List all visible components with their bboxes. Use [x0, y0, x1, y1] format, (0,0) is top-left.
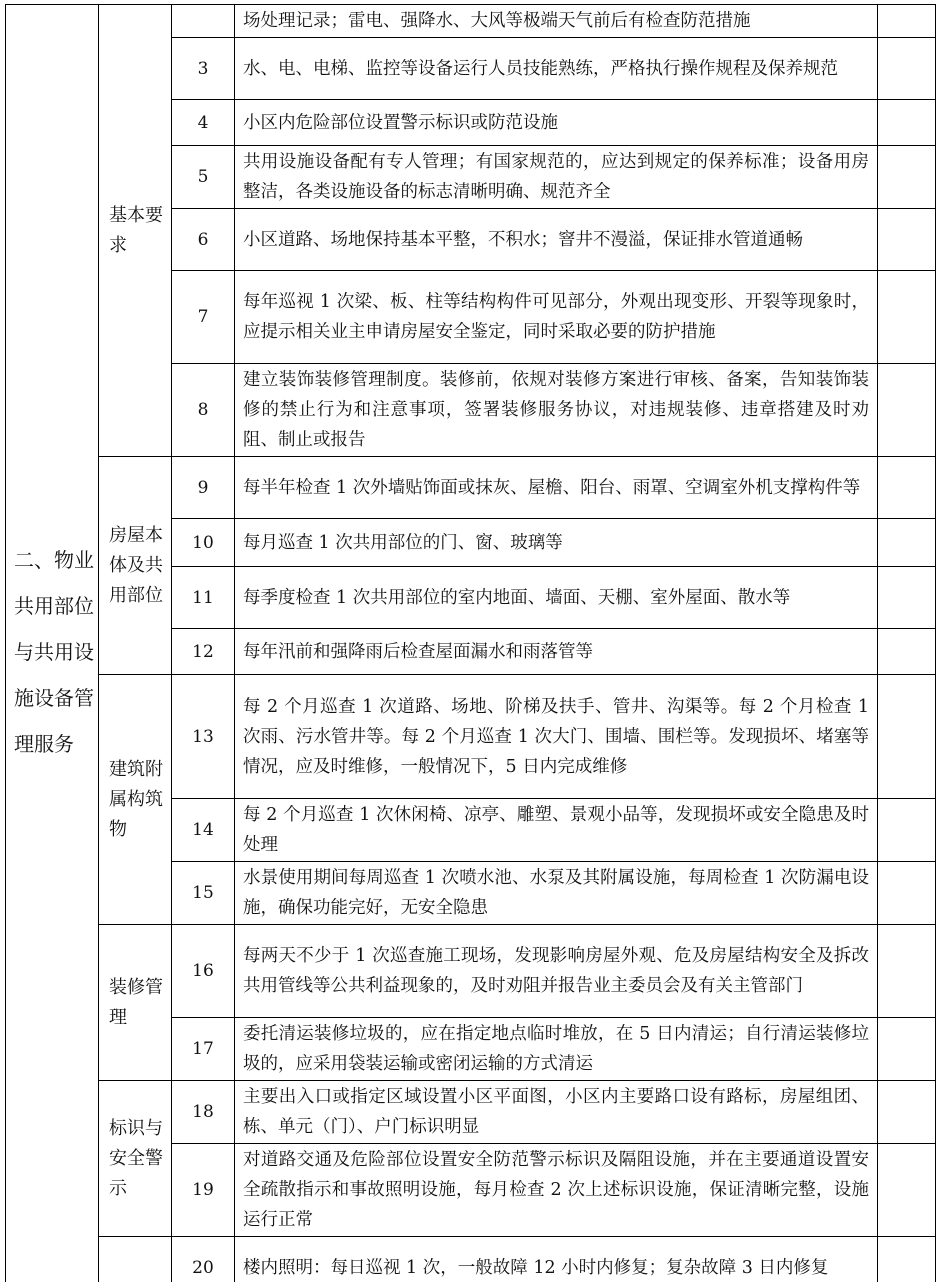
item-text: 水景使用期间每周巡查 1 次喷水池、水泵及其附属设施，每周检查 1 次防漏电设施，确保功能完好，无安全隐患: [235, 862, 878, 925]
item-number: 19: [172, 1144, 235, 1237]
item-number: 16: [172, 925, 235, 1018]
item-text: 场处理记录；雷电、强降水、大风等极端天气前后有检查防范措施: [235, 5, 878, 38]
item-number: 3: [172, 38, 235, 100]
remark-cell: [878, 1081, 936, 1144]
group-basic-requirements: 基本要求: [99, 5, 172, 457]
item-text: 委托清运装修垃圾的，应在指定地点临时堆放，在 5 日内清运；自行清运装修垃圾的，应采用袋装运输或密闭运输的方式清运: [235, 1018, 878, 1081]
item-text: 每年巡视 1 次梁、板、柱等结构构件可见部分，外观出现变形、开裂等现象时，应提示相关业主申请房屋安全鉴定，同时采取必要的防护措施: [235, 271, 878, 364]
remark-cell: [878, 1018, 936, 1081]
item-number: 12: [172, 629, 235, 675]
item-number: [172, 5, 235, 38]
item-number: 9: [172, 457, 235, 519]
group-decoration-management: 装修管理: [99, 925, 172, 1081]
remark-cell: [878, 799, 936, 862]
item-number: 6: [172, 209, 235, 271]
remark-cell: [878, 100, 936, 146]
remark-cell: [878, 209, 936, 271]
item-text: 每 2 个月巡查 1 次道路、场地、阶梯及扶手、管井、沟渠等。每 2 个月检查 1 次雨、污水管井等。每 2 个月巡查 1 次大门、围墙、围栏等。发现损坏、堵塞等情况，应及时维修，一般情况下，5 日内完成维修: [235, 675, 878, 799]
section-title-cell: 二、物业共用部位与共用设施设备管理服务: [6, 5, 99, 1282]
remark-cell: [878, 925, 936, 1018]
item-text: 每 2 个月巡查 1 次休闲椅、凉亭、雕塑、景观小品等，发现损坏或安全隐患及时处理: [235, 799, 878, 862]
item-text: 楼内照明：每日巡视 1 次，一般故障 12 小时内修复；复杂故障 3 日内修复: [235, 1237, 878, 1282]
item-text: 水、电、电梯、监控等设备运行人员技能熟练，严格执行操作规程及保养规范: [235, 38, 878, 100]
remark-cell: [878, 629, 936, 675]
table-row: [6, 925, 936, 1018]
group-signage-safety: 标识与安全警示: [99, 1081, 172, 1237]
remark-cell: [878, 5, 936, 38]
item-text: 对道路交通及危险部位设置安全防范警示标识及隔阻设施，并在主要通道设置安全疏散指示和事故照明设施，每月检查 2 次上述标识设施，保证清晰完整，设施运行正常: [235, 1144, 878, 1237]
remark-cell: [878, 519, 936, 567]
item-text: 每季度检查 1 次共用部位的室内地面、墙面、天棚、室外屋面、散水等: [235, 567, 878, 629]
table-row: [6, 457, 936, 519]
table-row: [6, 675, 936, 799]
item-text: 小区内危险部位设置警示标识或防范设施: [235, 100, 878, 146]
table-row: [6, 1081, 936, 1144]
item-text: 每年汛前和强降雨后检查屋面漏水和雨落管等: [235, 629, 878, 675]
item-number: 20: [172, 1237, 235, 1282]
item-number: 17: [172, 1018, 235, 1081]
item-text: 共用设施设备配有专人管理；有国家规范的，应达到规定的保养标准；设备用房整洁，各类设施设备的标志清晰明确、规范齐全: [235, 146, 878, 209]
remark-cell: [878, 457, 936, 519]
remark-cell: [878, 38, 936, 100]
item-number: 4: [172, 100, 235, 146]
group-building-common-parts: 房屋本体及共用部位: [99, 457, 172, 675]
item-number: 10: [172, 519, 235, 567]
item-number: 8: [172, 364, 235, 457]
table-row: [6, 1237, 936, 1282]
item-text: 每两天不少于 1 次巡查施工现场，发现影响房屋外观、危及房屋结构安全及拆改共用管线等公共利益现象的，及时劝阻并报告业主委员会及有关主管部门: [235, 925, 878, 1018]
item-number: 15: [172, 862, 235, 925]
group-ancillary-structures: 建筑附属构筑物: [99, 675, 172, 925]
item-text: 每半年检查 1 次外墙贴饰面或抹灰、屋檐、阳台、雨罩、空调室外机支撑构件等: [235, 457, 878, 519]
item-number: 13: [172, 675, 235, 799]
remark-cell: [878, 862, 936, 925]
remark-cell: [878, 675, 936, 799]
service-standard-table: [5, 4, 936, 1282]
group-next-empty: [99, 1237, 172, 1282]
item-text: 小区道路、场地保持基本平整，不积水；窨井不漫溢，保证排水管道通畅: [235, 209, 878, 271]
remark-cell: [878, 271, 936, 364]
item-text: 主要出入口或指定区域设置小区平面图，小区内主要路口设有路标，房屋组团、栋、单元（门）、户门标识明显: [235, 1081, 878, 1144]
item-number: 11: [172, 567, 235, 629]
item-text: 建立装饰装修管理制度。装修前，依规对装修方案进行审核、备案，告知装饰装修的禁止行为和注意事项，签署装修服务协议，对违规装修、违章搭建及时劝阻、制止或报告: [235, 364, 878, 457]
remark-cell: [878, 1144, 936, 1237]
item-text: 每月巡查 1 次共用部位的门、窗、玻璃等: [235, 519, 878, 567]
item-number: 7: [172, 271, 235, 364]
item-number: 18: [172, 1081, 235, 1144]
item-number: 14: [172, 799, 235, 862]
table-row: [6, 5, 936, 38]
remark-cell: [878, 364, 936, 457]
item-number: 5: [172, 146, 235, 209]
remark-cell: [878, 567, 936, 629]
remark-cell: [878, 146, 936, 209]
remark-cell: [878, 1237, 936, 1282]
